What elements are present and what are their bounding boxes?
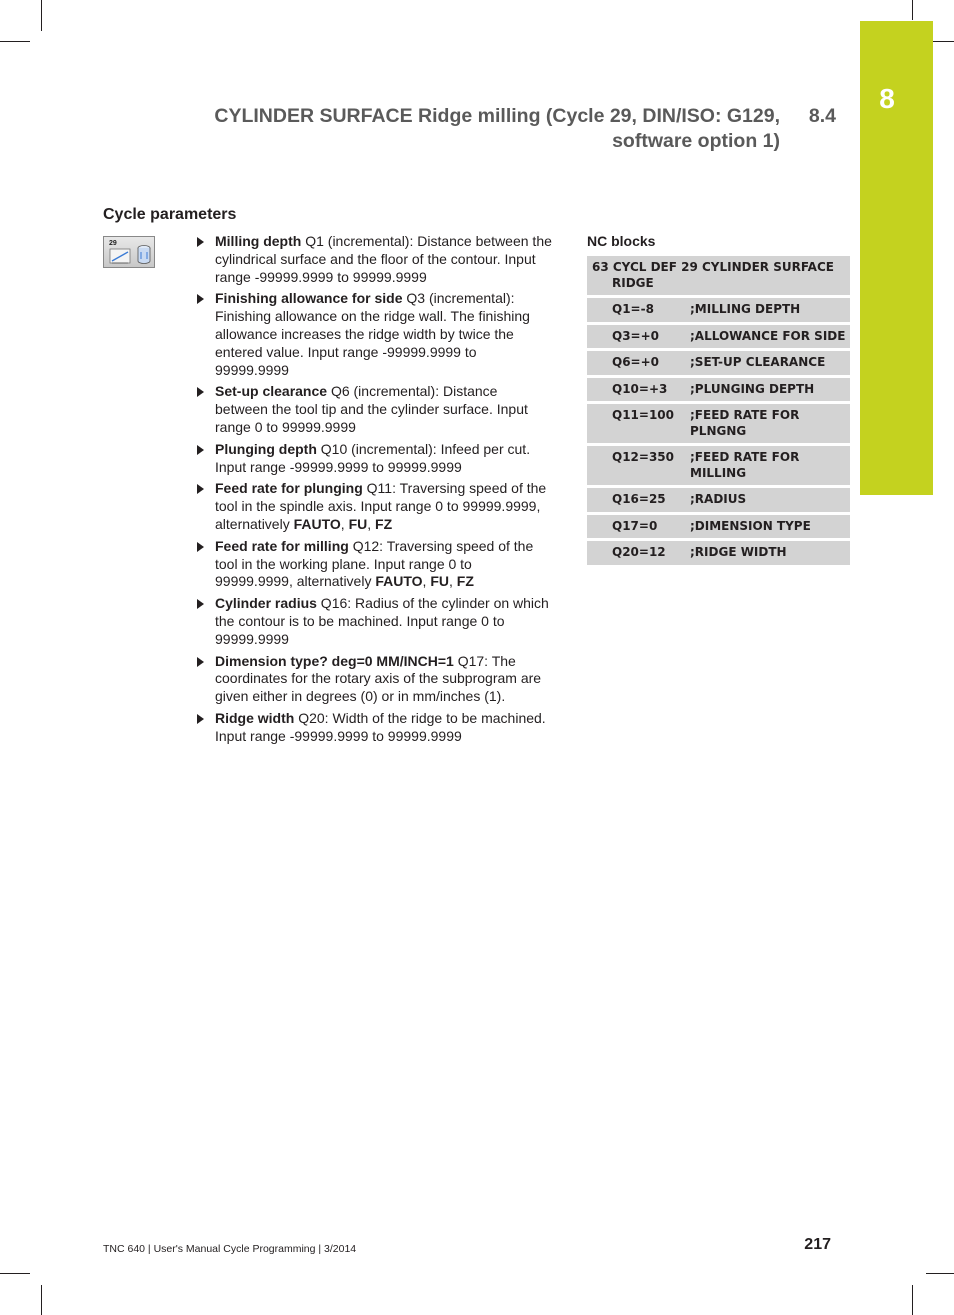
nc-comment-cell: ;RADIUS bbox=[690, 487, 850, 514]
header-title-line1: CYLINDER SURFACE Ridge milling (Cycle 29, DIN/ISO: G129, bbox=[214, 105, 780, 127]
table-row bbox=[587, 513, 850, 540]
nc-comment-cell: ;ALLOWANCE FOR SIDE bbox=[690, 323, 850, 350]
section-title: Cycle parameters bbox=[103, 206, 237, 223]
param-desc: Q1 (incremental): Distance between the cylindrical surface and the floor of the contour. Input range -99999.9999 to 99999.9999 bbox=[215, 233, 552, 285]
header-title-line2: software option 1) bbox=[612, 130, 780, 152]
nc-param-cell: Q6=+0 bbox=[587, 350, 690, 377]
nc-param-cell: Q20=12 bbox=[587, 540, 690, 567]
nc-comment-cell: ;PLUNGING DEPTH bbox=[690, 376, 850, 403]
footer-text: TNC 640 | User's Manual Cycle Programming | 3/2014 bbox=[103, 1243, 357, 1255]
param-desc: Q12: Traversing speed of the tool in the working plane. Input range 0 to 99999.9999, alternatively bbox=[215, 537, 534, 590]
nc-param-cell: Q17=0 bbox=[587, 513, 690, 540]
param-desc: Q20: Width of the ridge to be machined. Input range -99999.9999 to 99999.9999 bbox=[215, 709, 546, 744]
bullet-arrow-icon bbox=[197, 714, 204, 724]
param-name: Dimension type? deg=0 MM/INCH=1 bbox=[215, 652, 454, 669]
nc-blocks-table bbox=[587, 256, 850, 568]
param-name: Feed rate for milling bbox=[215, 537, 349, 554]
section-number: 8.4 bbox=[808, 105, 836, 127]
option-fz: FZ bbox=[456, 573, 474, 590]
table-row bbox=[587, 256, 850, 297]
option-fauto: FAUTO bbox=[375, 573, 423, 590]
bullet-arrow-icon bbox=[197, 484, 204, 494]
param-name: Feed rate for plunging bbox=[215, 480, 363, 497]
crop-mark bbox=[0, 1273, 30, 1274]
bullet-arrow-icon bbox=[197, 599, 204, 609]
table-row bbox=[587, 403, 850, 445]
nc-comment-cell: ;DIMENSION TYPE bbox=[690, 513, 850, 540]
option-fauto: FAUTO bbox=[293, 515, 341, 532]
running-header-title bbox=[150, 104, 780, 154]
param-ridge-width bbox=[193, 710, 553, 746]
crop-mark bbox=[41, 1285, 42, 1315]
bullet-arrow-icon bbox=[197, 294, 204, 304]
param-feed-plunging: Feed rate for plunging Q11: Traversing speed of the tool in the spindle axis. Input range 0 to 99999.9999, alternatively FAUTO, FU, FZ bbox=[193, 480, 553, 533]
parameter-list bbox=[193, 233, 553, 750]
param-desc: Q16: Radius of the cylinder on which the contour is to be machined. Input range 0 to 99999.9999 bbox=[215, 595, 549, 647]
nc-param-cell: Q16=25 bbox=[587, 487, 690, 514]
param-desc: Q3 (incremental): Finishing allowance on the ridge wall. The finishing allowance increases the ridge width by twice the entered value. Input range -99999.9999 to 99999.9999 bbox=[215, 290, 530, 378]
option-fu: FU bbox=[348, 515, 368, 532]
chapter-tab bbox=[860, 21, 933, 495]
nc-comment-cell: ;RIDGE WIDTH bbox=[690, 540, 850, 567]
nc-param-cell: Q3=+0 bbox=[587, 323, 690, 350]
param-name: Milling depth bbox=[215, 233, 302, 249]
bullet-arrow-icon bbox=[197, 237, 204, 247]
nc-comment-cell: ;FEED RATE FOR PLNGNG bbox=[690, 403, 850, 445]
param-desc: Q17: The coordinates for the rotary axis of the subprogram are given either in degrees (0) or in mm/inches (1). bbox=[215, 652, 542, 705]
nc-param-cell: Q12=350 bbox=[587, 445, 690, 487]
chapter-number: 8 bbox=[879, 83, 895, 114]
bullet-arrow-icon bbox=[197, 387, 204, 397]
crop-mark bbox=[41, 0, 42, 31]
crop-mark bbox=[926, 1273, 954, 1274]
param-cylinder-radius bbox=[193, 595, 553, 648]
param-name: Set-up clearance bbox=[215, 383, 328, 400]
param-name: Cylinder radius bbox=[215, 595, 317, 612]
param-desc: Q11: Traversing speed of the tool in the spindle axis. Input range 0 to 99999.9999, alternatively bbox=[215, 480, 547, 532]
nc-header-cell bbox=[587, 256, 850, 297]
table-row bbox=[587, 297, 850, 324]
option-fu: FU bbox=[430, 573, 449, 590]
param-name: Plunging depth bbox=[215, 440, 317, 457]
param-setup-clearance bbox=[193, 383, 553, 436]
table-row bbox=[587, 376, 850, 403]
table-row bbox=[587, 540, 850, 567]
bullet-arrow-icon bbox=[197, 445, 204, 455]
option-fz: FZ bbox=[375, 515, 393, 532]
nc-param-cell: Q1=-8 bbox=[587, 297, 690, 324]
param-desc: Q6 (incremental): Distance between the tool tip and the cylinder surface. Input range 0 to 99999.9999 bbox=[215, 383, 528, 435]
nc-comment-cell: ;SET-UP CLEARANCE bbox=[690, 350, 850, 377]
cycle-softkey-icon bbox=[103, 236, 155, 268]
param-desc: Q10 (incremental): Infeed per cut. Input range -99999.9999 to 99999.9999 bbox=[215, 440, 531, 475]
bullet-arrow-icon bbox=[197, 657, 204, 667]
table-row bbox=[587, 445, 850, 487]
crop-mark bbox=[912, 1285, 913, 1315]
table-row bbox=[587, 350, 850, 377]
nc-header-line2: RIDGE bbox=[612, 275, 654, 290]
nc-param-cell: Q11=100 bbox=[587, 403, 690, 445]
param-feed-milling: Feed rate for milling Q12: Traversing speed of the tool in the working plane. Input range 0 to 99999.9999, alternatively FAUTO, FU, FZ bbox=[193, 538, 553, 591]
param-dimension-type bbox=[193, 653, 553, 706]
crop-mark bbox=[0, 41, 30, 42]
nc-comment-cell: ;FEED RATE FOR MILLING bbox=[690, 445, 850, 487]
crop-mark bbox=[912, 0, 913, 20]
param-plunging-depth bbox=[193, 441, 553, 477]
param-name: Finishing allowance for side bbox=[215, 290, 403, 307]
nc-blocks-title: NC blocks bbox=[587, 233, 656, 249]
nc-comment-cell: ;MILLING DEPTH bbox=[690, 297, 850, 324]
param-milling-depth bbox=[193, 233, 553, 286]
param-finishing-allowance bbox=[193, 290, 553, 379]
table-row bbox=[587, 487, 850, 514]
table-row bbox=[587, 323, 850, 350]
param-name: Ridge width bbox=[215, 709, 295, 726]
nc-header-line1: 63 CYCL DEF 29 CYLINDER SURFACE bbox=[592, 260, 834, 274]
softkey-number: 29 bbox=[109, 240, 117, 247]
cylinder-ridge-icon bbox=[104, 237, 156, 269]
nc-param-cell: Q10=+3 bbox=[587, 376, 690, 403]
bullet-arrow-icon bbox=[197, 542, 204, 552]
page-number: 217 bbox=[804, 1236, 831, 1253]
